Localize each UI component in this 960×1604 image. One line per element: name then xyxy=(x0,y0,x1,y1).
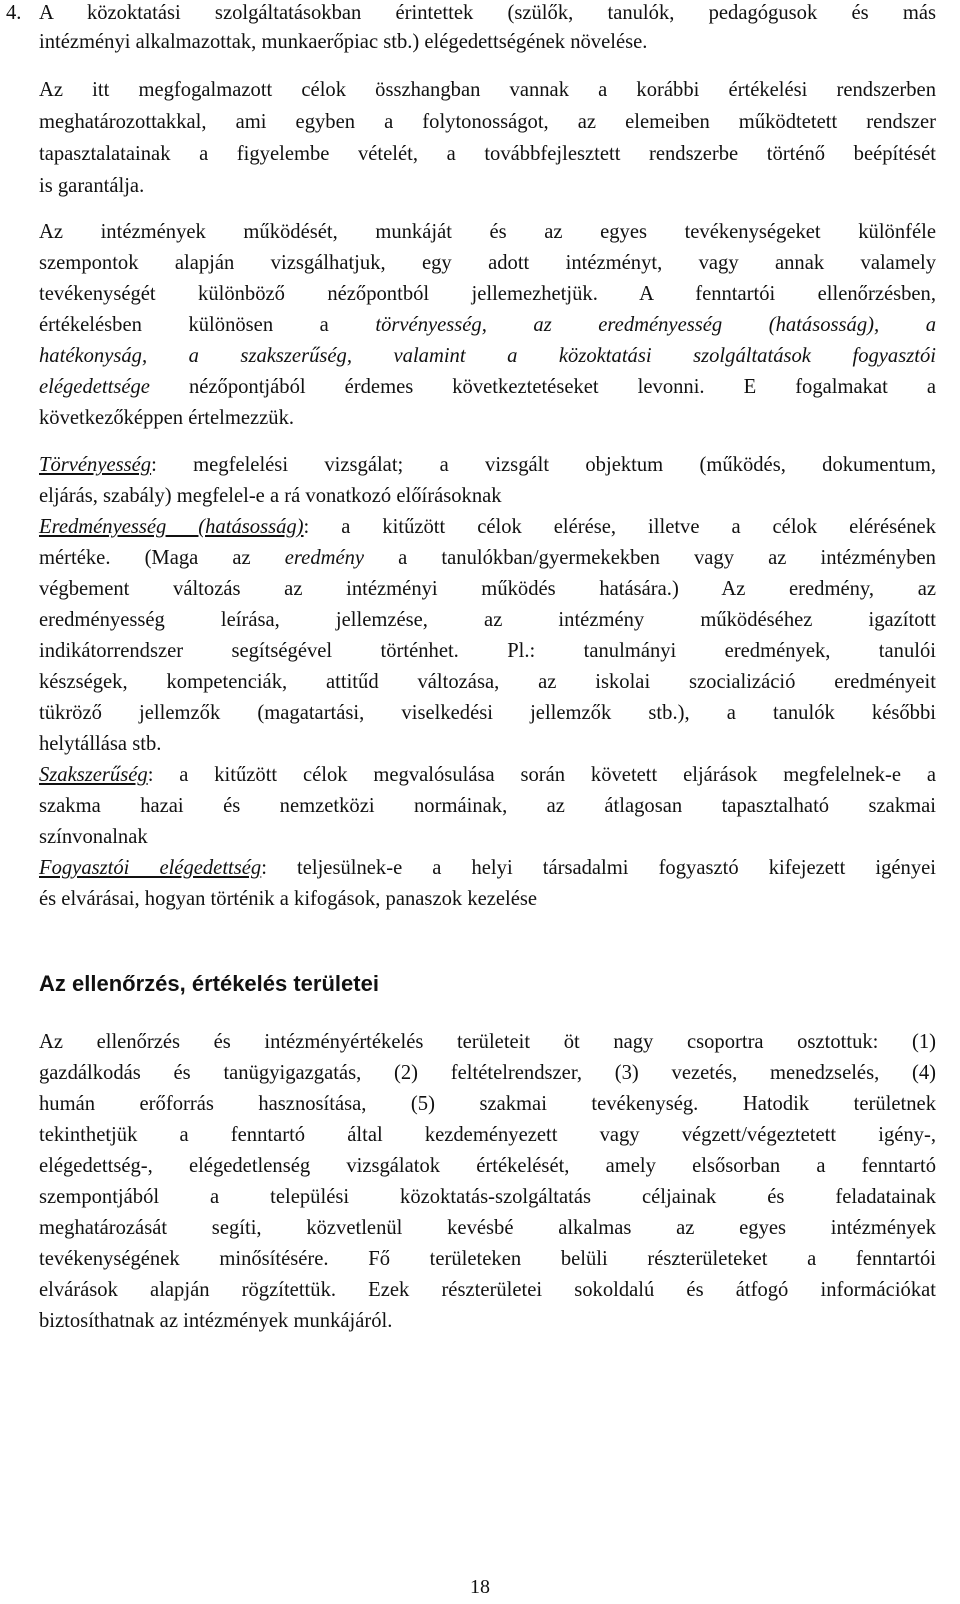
paragraph-line: elégedettség-, elégedetlenség vizsgálatok értékelését, amely elsősorban a fenntartó xyxy=(39,1155,936,1177)
definition-term: Eredményesség (hatásosság) xyxy=(39,516,304,538)
definition-text: : a kitűzött célok elérése, illetve a célok elérésének xyxy=(303,516,936,538)
paragraph-line: meghatározottakkal, ami egyben a folytonosságot, az elemeiben működtetett rendszer xyxy=(39,111,936,133)
definition-line: színvonalnak xyxy=(39,826,148,848)
definition-line: eredményesség leírása, jellemzése, az intézmény működéséhez igazított xyxy=(39,609,936,631)
paragraph-line: gazdálkodás és tanügyigazgatás, (2) feltételrendszer, (3) vezetés, menedzselés, (4) xyxy=(39,1062,936,1084)
list-item-number: 4. xyxy=(6,2,22,24)
definition-line: szakma hazai és nemzetközi normáinak, az átlagosan tapasztalható szakmai xyxy=(39,795,936,817)
definition-line xyxy=(39,762,936,788)
definition-line xyxy=(39,514,936,540)
definition-text: : megfelelési vizsgálat; a vizsgált objektum (működés, dokumentum, xyxy=(151,454,936,476)
text-span: mértéke. (Maga az xyxy=(39,547,285,569)
paragraph-line: szempontjából a települési közoktatás-szolgáltatás céljainak és feladatainak xyxy=(39,1186,936,1208)
list-item-line xyxy=(6,0,936,26)
paragraph-line: is garantálja. xyxy=(39,175,145,197)
definition-term: Fogyasztói elégedettség xyxy=(39,857,262,879)
section-heading: Az ellenőrzés, értékelés területei xyxy=(39,971,379,996)
paragraph-line: Az itt megfogalmazott célok összhangban vannak a korábbi értékelési rendszerben xyxy=(39,79,936,101)
definition-line: indikátorrendszer segítségével történhet. Pl.: tanulmányi eredmények, tanulói xyxy=(39,640,936,662)
italic-term: törvényesség, az eredményesség (hatásosság), a xyxy=(375,314,936,336)
text-span: értékelésben különösen a xyxy=(39,314,376,336)
paragraph-line: tevékenységének minősítésére. Fő területeken belüli részterületeket a fenntartói xyxy=(39,1248,936,1270)
italic-term: hatékonyság, a szakszerűség, valamint a közoktatási szolgáltatások fogyasztói xyxy=(39,345,936,367)
paragraph-line: biztosíthatnak az intézmények munkájáról. xyxy=(39,1310,393,1332)
list-item-text: A közoktatási szolgáltatásokban érintettek (szülők, tanulók, pedagógusok és más xyxy=(39,2,936,24)
definition-line xyxy=(39,452,936,478)
definition-line xyxy=(39,855,936,881)
definition-line: tükröző jellemzők (magatartási, viselkedési jellemzők stb.), a tanulók későbbi xyxy=(39,702,936,724)
definition-text: : a kitűzött célok megvalósulása során követett eljárások megfelelnek-e a xyxy=(147,764,936,786)
paragraph-line: tevékenységét különböző nézőpontból jellemezhetjük. A fenntartói ellenőrzésben, xyxy=(39,283,936,305)
definition-line: eljárás, szabály) megfelel-e a rá vonatkozó előírásoknak xyxy=(39,485,502,507)
definition-line xyxy=(39,545,936,571)
definition-term: Törvényesség xyxy=(39,454,152,476)
paragraph-line: Az intézmények működését, munkáját és az egyes tevékenységeket különféle xyxy=(39,221,936,243)
paragraph-line xyxy=(39,374,936,400)
paragraph-line: tekinthetjük a fenntartó által kezdeményezett vagy végzett/végeztetett igény-, xyxy=(39,1124,936,1146)
paragraph-line: elvárások alapján rögzítettük. Ezek részterületei sokoldalú és átfogó információkat xyxy=(39,1279,936,1301)
definition-line: helytállása stb. xyxy=(39,733,162,755)
paragraph-line xyxy=(39,312,936,338)
definition-text: : teljesülnek-e a helyi társadalmi fogyasztó kifejezett igényei xyxy=(261,857,936,879)
paragraph-line: Az ellenőrzés és intézményértékelés területeit öt nagy csoportra osztottuk: (1) xyxy=(39,1031,936,1053)
definition-line: készségek, kompetenciák, attitűd változása, az iskolai szocializáció eredményeit xyxy=(39,671,936,693)
paragraph-line: következőképpen értelmezzük. xyxy=(39,407,295,429)
definition-line: és elvárásai, hogyan történik a kifogások, panaszok kezelése xyxy=(39,888,538,910)
definition-line: végbement változás az intézményi működés hatására.) Az eredmény, az xyxy=(39,578,936,600)
page-number: 18 xyxy=(470,1576,490,1598)
text-span: a tanulókban/gyermekekben vagy az intézményben xyxy=(364,547,936,569)
italic-term: elégedettsége xyxy=(39,376,150,398)
paragraph-line: szempontok alapján vizsgálhatjuk, egy adott intézményt, vagy annak valamely xyxy=(39,252,936,274)
paragraph-line: humán erőforrás hasznosítása, (5) szakmai tevékenység. Hatodik területnek xyxy=(39,1093,936,1115)
text-span: nézőpontjából érdemes következtetéseket levonni. E fogalmakat a xyxy=(149,376,936,398)
definition-term: Szakszerűség xyxy=(39,764,148,786)
paragraph-line: meghatározását segíti, közvetlenül kevésbé alkalmas az egyes intézmények xyxy=(39,1217,936,1239)
paragraph-line: tapasztalatainak a figyelembe vételét, a továbbfejlesztett rendszerbe történő beépítését xyxy=(39,143,936,165)
italic-term: eredmény xyxy=(284,547,365,569)
list-item-text: intézményi alkalmazottak, munkaerőpiac stb.) elégedettségének növelése. xyxy=(39,31,648,53)
paragraph-line xyxy=(39,343,936,369)
